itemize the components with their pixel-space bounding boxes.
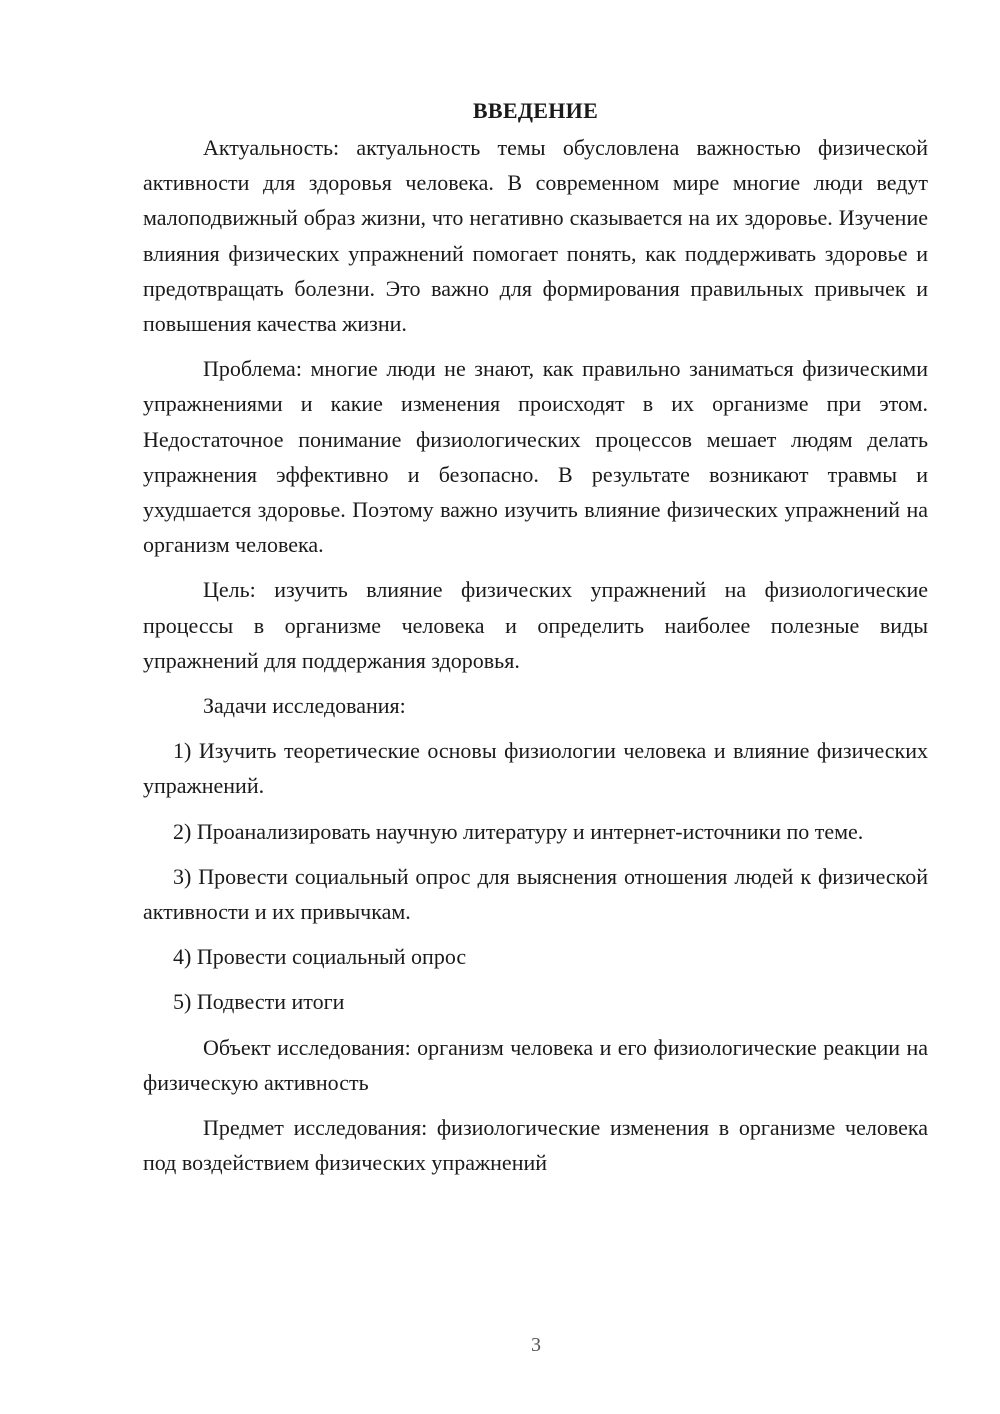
- tasks-heading: Задачи исследования:: [203, 693, 406, 719]
- task-item-3: 3) Провести социальный опрос для выяснения отношения людей к физической активности и их привычкам.: [143, 863, 928, 925]
- section-heading: ВВЕДЕНИЕ: [472, 98, 599, 123]
- task-item-2: 2) Проанализировать научную литературу и интернет-источники по теме.: [173, 818, 864, 844]
- task-item-1: 1) Изучить теоретические основы физиологии человека и влияние физических упражнений.: [143, 738, 928, 799]
- relevance-paragraph: Актуальность: актуальность темы обусловлена важностью физической активности для здоровья человека. В современном мире многие люди ведут малоподвижный образ жизни, что негативно сказывается на их здоровье. Изучение влияния физических упражнений помогает понять, как поддерживать здоровье и предотвращать болезни. Это важно для формирования правильных привычек и повышения качества жизни.: [143, 135, 928, 337]
- task-item-4: 4) Провести социальный опрос: [173, 944, 467, 970]
- goal-paragraph: Цель: изучить влияние физических упражнений на физиологические процессы в организме человека и определить наиболее полезные виды упражнений для поддержания здоровья.: [143, 577, 928, 673]
- page-number: 3: [531, 1334, 541, 1356]
- page-content: [143, 96, 928, 1190]
- object-paragraph: Объект исследования: организм человека и его физиологические реакции на физическую активность: [143, 1034, 928, 1095]
- subject-paragraph: Предмет исследования: физиологические изменения в организме человека под воздействием физических упражнений: [143, 1115, 928, 1176]
- problem-paragraph: Проблема: многие люди не знают, как правильно заниматься физическими упражнениями и какие изменения происходят в их организме при этом. Недостаточное понимание физиологических процессов мешает людям делать упражнения эффективно и безопасно. В результате возникают травмы и ухудшается здоровье. Поэтому важно изучить влияние физических упражнений на организм человека.: [143, 356, 928, 558]
- task-item-5: 5) Подвести итоги: [173, 989, 345, 1015]
